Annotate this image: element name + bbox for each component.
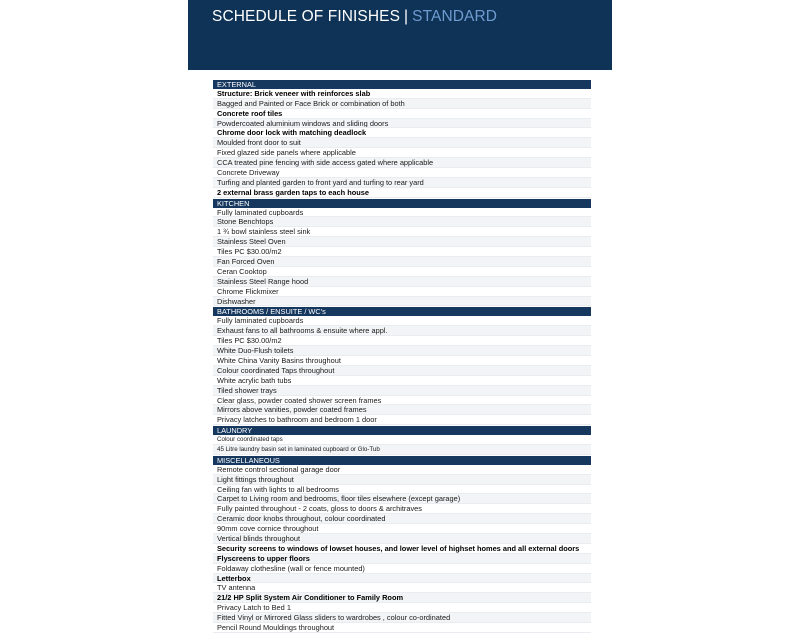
finish-item: Moulded front door to suit bbox=[213, 138, 591, 148]
finish-item: Exhaust fans to all bathrooms & ensuite where appl. bbox=[213, 326, 591, 336]
finishes-schedule bbox=[213, 79, 591, 633]
section-header: LAUNDRY bbox=[213, 425, 591, 435]
section-header: BATHROOMS / ENSUITE / WC's bbox=[213, 306, 591, 316]
finish-item: Chrome door lock with matching deadlock bbox=[213, 128, 591, 138]
finish-item: Mirrors above vanities, powder coated frames bbox=[213, 405, 591, 415]
finish-item: 2 external brass garden taps to each house bbox=[213, 188, 591, 198]
finish-item: Ceiling fan with lights to all bedrooms bbox=[213, 485, 591, 495]
finish-item: Remote control sectional garage door bbox=[213, 465, 591, 475]
finish-item: Powdercoated aluminium windows and sliding doors bbox=[213, 119, 591, 129]
finish-item: Dishwasher bbox=[213, 297, 591, 307]
document-title bbox=[212, 8, 497, 26]
finish-item: Fixed glazed side panels where applicable bbox=[213, 148, 591, 158]
finish-item: Privacy latches to bathroom and bedroom 1 door bbox=[213, 415, 591, 425]
finish-item: Stainless Steel Oven bbox=[213, 237, 591, 247]
finish-item: Security screens to windows of lowset houses, and lower level of highset homes and all external doors bbox=[213, 544, 591, 554]
finish-item: Fitted Vinyl or Mirrored Glass sliders to wardrobes , colour co-ordinated bbox=[213, 613, 591, 623]
finish-item: TV antenna bbox=[213, 583, 591, 593]
finish-item: Clear glass, powder coated shower screen frames bbox=[213, 396, 591, 406]
document-page bbox=[188, 0, 612, 632]
finish-item: Concrete Driveway bbox=[213, 168, 591, 178]
finish-item: 21/2 HP Split System Air Conditioner to Family Room bbox=[213, 593, 591, 603]
finish-item: Bagged and Painted or Face Brick or combination of both bbox=[213, 99, 591, 109]
finish-item: 1 ¾ bowl stainless steel sink bbox=[213, 227, 591, 237]
finish-item: 45 Litre laundry basin set in laminated cupboard or Glo-Tub bbox=[213, 445, 591, 455]
finish-item: Turfing and planted garden to front yard and turfing to rear yard bbox=[213, 178, 591, 188]
finish-item: Fully laminated cupboards bbox=[213, 316, 591, 326]
finish-item: Ceramic door knobs throughout, colour coordinated bbox=[213, 514, 591, 524]
section-laundry bbox=[213, 425, 591, 455]
title-subtitle: STANDARD bbox=[412, 8, 498, 25]
finish-item: Tiled shower trays bbox=[213, 386, 591, 396]
finish-item: Carpet to Living room and bedrooms, floor tiles elsewhere (except garage) bbox=[213, 494, 591, 504]
title-separator: | bbox=[404, 8, 409, 25]
finish-item: Pencil Round Mouldings throughout bbox=[213, 623, 591, 633]
section-external bbox=[213, 79, 591, 198]
finish-item: Stainless Steel Range hood bbox=[213, 277, 591, 287]
finish-item: Vertical blinds throughout bbox=[213, 534, 591, 544]
section-kitchen bbox=[213, 198, 591, 307]
finish-item: Colour coordinated Taps throughout bbox=[213, 366, 591, 376]
finish-item: Colour coordinated taps bbox=[213, 435, 591, 445]
finish-item: White Duo-Flush toilets bbox=[213, 346, 591, 356]
finish-item: Ceran Cooktop bbox=[213, 267, 591, 277]
finish-item: Tiles PC $30.00/m2 bbox=[213, 247, 591, 257]
finish-item: CCA treated pine fencing with side access gated where applicable bbox=[213, 158, 591, 168]
finish-item: Fully laminated cupboards bbox=[213, 208, 591, 218]
finish-item: White acrylic bath tubs bbox=[213, 376, 591, 386]
finish-item: Foldaway clothesline (wall or fence mounted) bbox=[213, 564, 591, 574]
section-header: MISCELLANEOUS bbox=[213, 455, 591, 465]
finish-item: Fully painted throughout - 2 coats, gloss to doors & architraves bbox=[213, 504, 591, 514]
finish-item: Letterbox bbox=[213, 574, 591, 584]
finish-item: Fan Forced Oven bbox=[213, 257, 591, 267]
finish-item: Stone Benchtops bbox=[213, 217, 591, 227]
finish-item: Tiles PC $30.00/m2 bbox=[213, 336, 591, 346]
finish-item: White China Vanity Basins throughout bbox=[213, 356, 591, 366]
section-header: KITCHEN bbox=[213, 198, 591, 208]
finish-item: 90mm cove cornice throughout bbox=[213, 524, 591, 534]
finish-item: Flyscreens to upper floors bbox=[213, 554, 591, 564]
finish-item: Concrete roof tiles bbox=[213, 109, 591, 119]
finish-item: Chrome Flickmixer bbox=[213, 287, 591, 297]
title-text: SCHEDULE OF FINISHES bbox=[212, 8, 401, 25]
section-header: EXTERNAL bbox=[213, 79, 591, 89]
section-bathrooms-ensuite-wc-s bbox=[213, 306, 591, 425]
finish-item: Structure: Brick veneer with reinforces slab bbox=[213, 89, 591, 99]
header-banner bbox=[188, 0, 612, 70]
finish-item: Privacy Latch to Bed 1 bbox=[213, 603, 591, 613]
finish-item: Light fittings throughout bbox=[213, 475, 591, 485]
section-miscellaneous bbox=[213, 455, 591, 633]
